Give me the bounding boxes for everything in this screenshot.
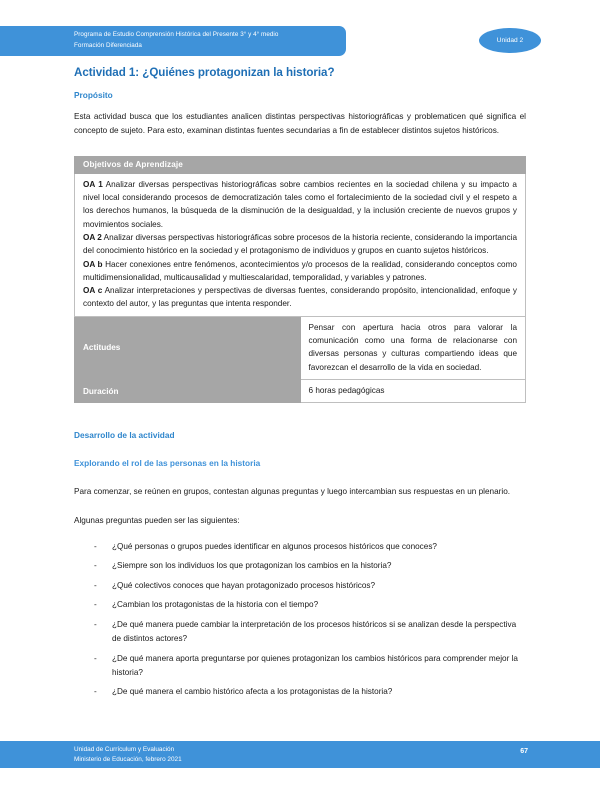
duration-value [300,379,526,402]
footer-line2: Ministerio de Educación, febrero 2021 [74,756,182,763]
objective-item [83,258,517,285]
question-text: ¿Cambian los protagonistas de la historia con el tiempo? [112,600,319,610]
bullet-dash-icon: - [94,561,97,571]
purpose-label: Propósito [74,90,113,100]
question-text: ¿De qué manera puede cambiar la interpretación de los procesos históricos si se analizan desde la perspectiva de distintos actores? [112,619,517,644]
duration-text: 6 horas pedagógicas [308,385,385,395]
table-row-attitudes [75,316,526,379]
questions-intro-text: Algunas preguntas pueden ser las siguientes: [74,515,240,525]
bullet-dash-icon: - [94,653,97,663]
objective-code: OA b [83,259,103,269]
objective-text: Analizar interpretaciones y perspectivas de diversas fuentes, considerando propósito, intencionalidad, enfoque y contexto del autor, y las preguntas que intenta responder. [83,286,518,309]
objective-text: Analizar diversas perspectivas historiográficas sobre cambios recientes en la sociedad chilena y su impacto a nivel local considerando procesos de democratización tales como el fortalecimiento de la sociedad civil y el respeto a los derechos humanos, la búsqueda de la disminución de la desigualdad, y la inclusión creciente de nuevos grupos y movimientos sociales. [83,179,517,229]
list-item [74,685,526,699]
objective-text: Analizar diversas perspectivas historiográficas sobre procesos de la historia reciente, considerando la importancia del conocimiento histórico en la sociedad y el protagonismo de individuos y grupos en cuanto sujetos históricos. [83,233,517,256]
question-text: ¿Qué colectivos conoces que hayan protagonizado procesos históricos? [112,580,376,590]
development-heading: Desarrollo de la actividad [74,430,175,441]
questions-list [74,540,526,700]
program-title-line2: Formación Diferenciada [74,41,142,49]
objective-code: OA c [83,286,103,296]
list-item [74,540,526,554]
list-item [74,559,526,573]
page-content [74,66,526,705]
list-item [74,618,526,647]
objective-item [83,231,517,258]
table-row-duration [75,379,526,402]
learning-objectives-table [74,156,526,403]
list-item [74,652,526,681]
development-section [74,430,526,699]
question-text: ¿De qué manera aporta preguntarse por quienes protagonizan los cambios históricos para comprender mejor la historia? [112,653,518,677]
unit-badge: Unidad 2 [479,28,541,53]
purpose-text: Esta actividad busca que los estudiantes analicen distintas perspectivas historiográficas y problematicen qué significa el concepto de sujeto. Para esto, examinan distintas fuentes secundarias a fin de establecer distintos sujetos históricos. [74,112,526,136]
bullet-dash-icon: - [94,600,97,610]
question-text: ¿De qué manera el cambio histórico afecta a los protagonistas de la historia? [112,687,393,697]
objective-item [83,178,517,231]
table-row-objectives [75,173,526,316]
attitudes-label: Actitudes [75,316,301,379]
footer-line1: Unidad de Currículum y Evaluación [74,746,175,753]
activity-title: Actividad 1: ¿Quiénes protagonizan la historia? [74,66,335,79]
bullet-dash-icon: - [94,687,97,697]
attitudes-text: Pensar con apertura hacia otros para valorar la comunicación como una forma de relacionarse con diversas personas y culturas compartiendo ideas que favorezcan el desarrollo de la vida en sociedad. [308,322,517,372]
page-header-band [0,26,346,56]
bullet-dash-icon: - [94,619,97,629]
page-number: 67 [520,748,528,755]
question-text: ¿Siempre son los individuos los que protagonizan los cambios en la historia? [112,561,392,571]
development-subheading: Explorando el rol de las personas en la historia [74,458,261,469]
bullet-dash-icon: - [94,580,97,590]
objective-code: OA 1 [83,179,103,189]
development-intro-text: Para comenzar, se reúnen en grupos, contestan algunas preguntas y luego intercambian sus respuestas en un plenario. [74,487,511,497]
learning-objectives-header: Objetivos de Aprendizaje [75,156,526,173]
list-item [74,598,526,612]
objective-text: Hacer conexiones entre fenómenos, acontecimientos y/o procesos de la realidad, considerando conceptos como multidimensionalidad, multicausalidad y multiescalaridad, temporalidad, y variables y patrones. [83,259,517,282]
list-item [74,579,526,593]
objective-item [83,284,517,311]
question-text: ¿Qué personas o grupos puedes identificar en algunos procesos históricos que conoces? [112,542,437,552]
objectives-cell [75,173,526,316]
page-footer-band [0,741,600,768]
bullet-dash-icon: - [94,542,97,552]
attitudes-value [300,316,526,379]
objective-code: OA 2 [83,233,102,242]
program-title-line1: Programa de Estudio Comprensión Histórica del Presente 3° y 4° medio [74,31,279,38]
table-row-header [75,156,526,173]
duration-label: Duración [75,379,301,402]
